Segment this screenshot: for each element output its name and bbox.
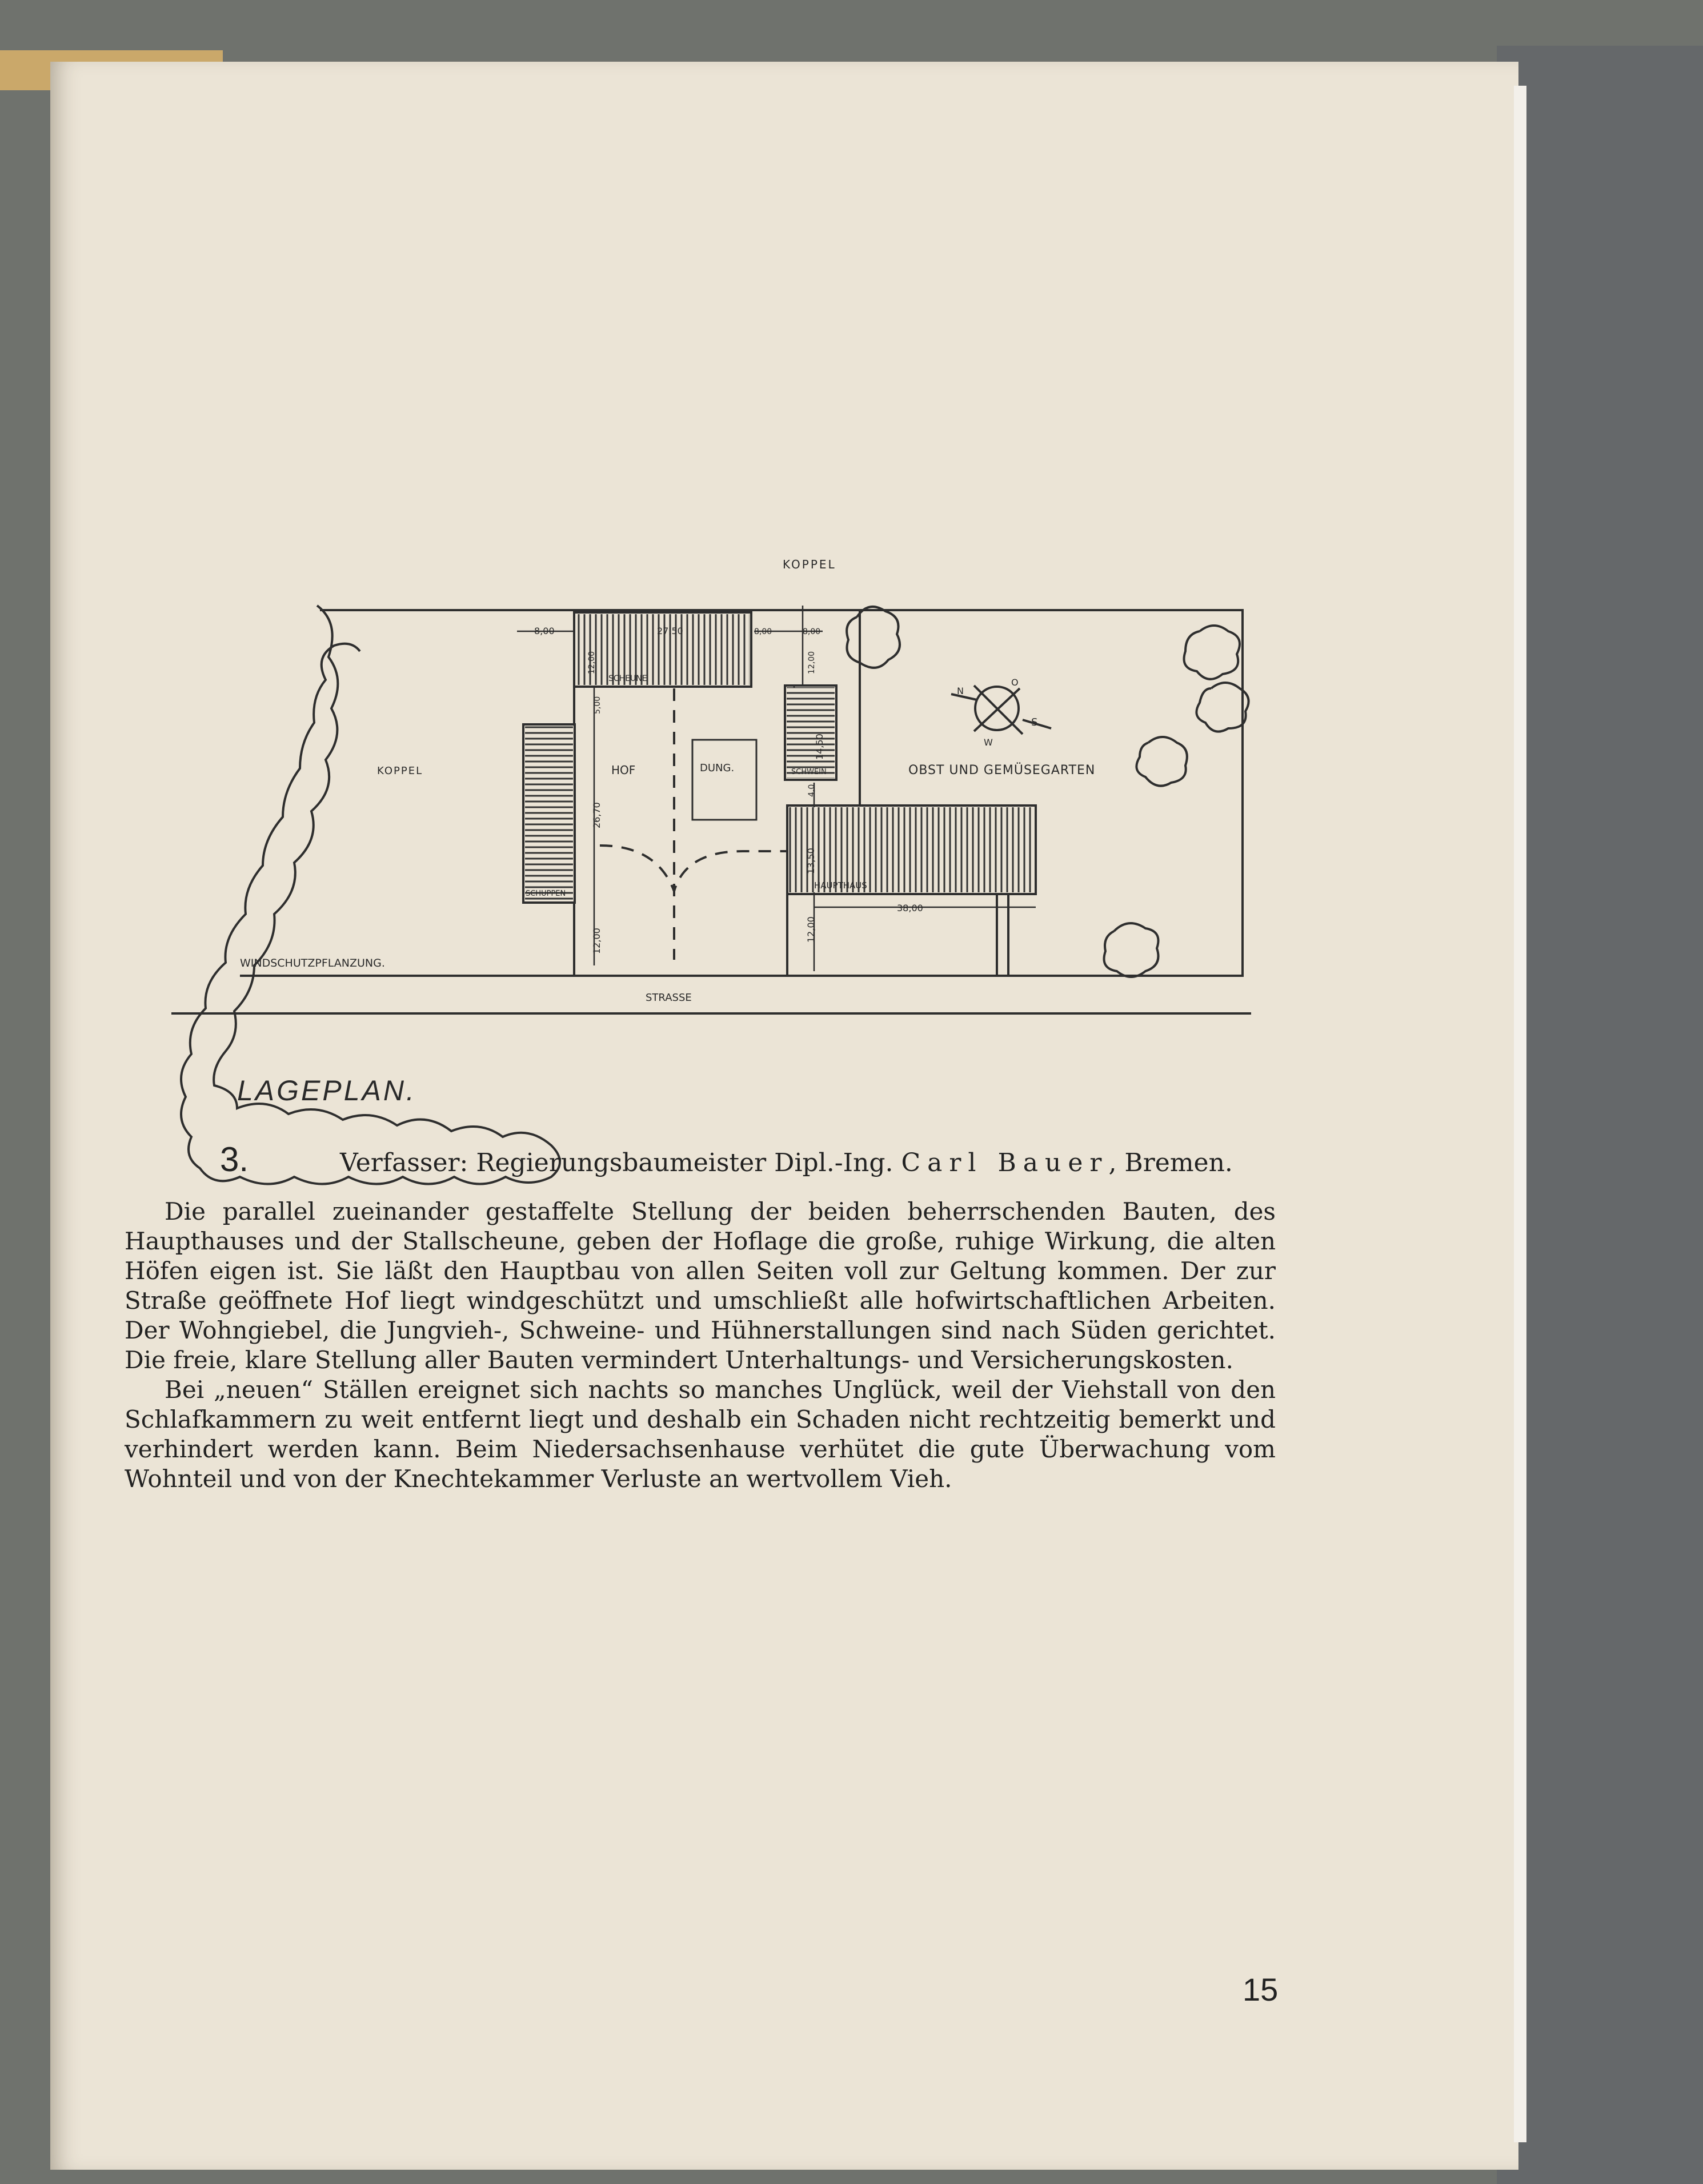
entry-number: 3. [220,1140,249,1179]
tree-3 [1196,683,1248,732]
tree-4 [1136,737,1187,786]
plan-caption: LAGEPLAN. [237,1075,416,1107]
label-koppel-top: KOPPEL [783,558,836,571]
dim-27-50: 27,50 [657,626,683,636]
dim-13-50: 13,50 [806,848,816,874]
compass-n: N [957,686,964,696]
label-hof: HOF [611,763,636,777]
dim-8-00-right-a: 8,00 [754,627,772,636]
tree-1 [847,607,900,668]
compass-o: O [1011,677,1019,688]
paragraph-2: Bei „neuen“ Ställen ereignet sich nachts so manches Unglück, weil der Viehstall von den Schlafkammern zu weit entfernt liegt und deshalb ein Schaden nicht rechtzeitig bemerkt und verhindert werden kann. Beim Niedersachsenhause verhütet die gute Überwachung vom Wohnteil und von der Knechtekammer Verluste an wertvollem Vieh. [125,1376,1276,1493]
tree-5 [1104,923,1159,977]
dim-4-0: 4,0 [807,784,816,797]
dim-12-00-pigsty: 12,00 [807,651,816,674]
author-line [340,1148,1233,1177]
dim-12-00-barn: 12,00 [587,651,596,674]
label-koppel-left: KOPPEL [377,765,423,777]
dim-8-00-left: 8,00 [534,626,555,636]
author-name: Carl Bauer [901,1148,1109,1177]
label-windschutz: WINDSCHUTZPFLANZUNG. [240,957,385,969]
label-haupthaus: HAUPTHAUS [814,880,867,891]
manure-outline [692,740,756,820]
dim-14-50: 14,50 [814,734,825,760]
page-number: 15 [1243,1971,1279,2007]
author-city: , Bremen. [1108,1148,1233,1177]
dim-12-00-street-right: 12,00 [806,916,816,943]
label-schuppen: SCHUPPEN [526,889,566,898]
compass-w: W [984,737,993,748]
label-garten: OBST UND GEMÜSEGARTEN [908,763,1096,778]
compass-s: S [1031,716,1038,728]
label-schwein: SCHWEIN [791,768,827,776]
label-strasse: STRASSE [646,992,692,1004]
dim-12-00-street-left: 12,00 [591,928,602,954]
paragraph-1: Die parallel zueinander gestaffelte Stellung der beiden beherrschenden Bauten, des Haupthauses und der Stallscheune, geben der Hoflage die große, ruhige Wirkung, die alten Höfen eigen ist. Sie läßt den Hauptbau von allen Seiten voll zur Geltung kommen. Der zur Straße geöffnete Hof liegt windgeschützt und umschließt alle hofwirtschaftlichen Arbeiten. Der Wohngiebel, die Jungvieh-, Schweine- und Hühnerstallungen sind nach Süden gerichtet. Die freie, klare Stellung aller Bauten vermindert Unterhaltungs- und Versicherungskosten. [125,1197,1276,1374]
label-scheune: SCHEUNE [608,674,647,683]
dim-26-70: 26,70 [591,802,602,828]
body-text [125,1197,1276,1494]
label-dung: DUNG. [700,762,735,774]
dim-5-00: 5,00 [593,696,602,714]
tree-2 [1184,626,1240,679]
dim-38-00: 38,00 [897,903,923,913]
dim-8-00-right-b: 8,00 [803,627,821,636]
author-prefix: Verfasser: Regierungsbaumeister Dipl.-Ing. [340,1148,893,1177]
